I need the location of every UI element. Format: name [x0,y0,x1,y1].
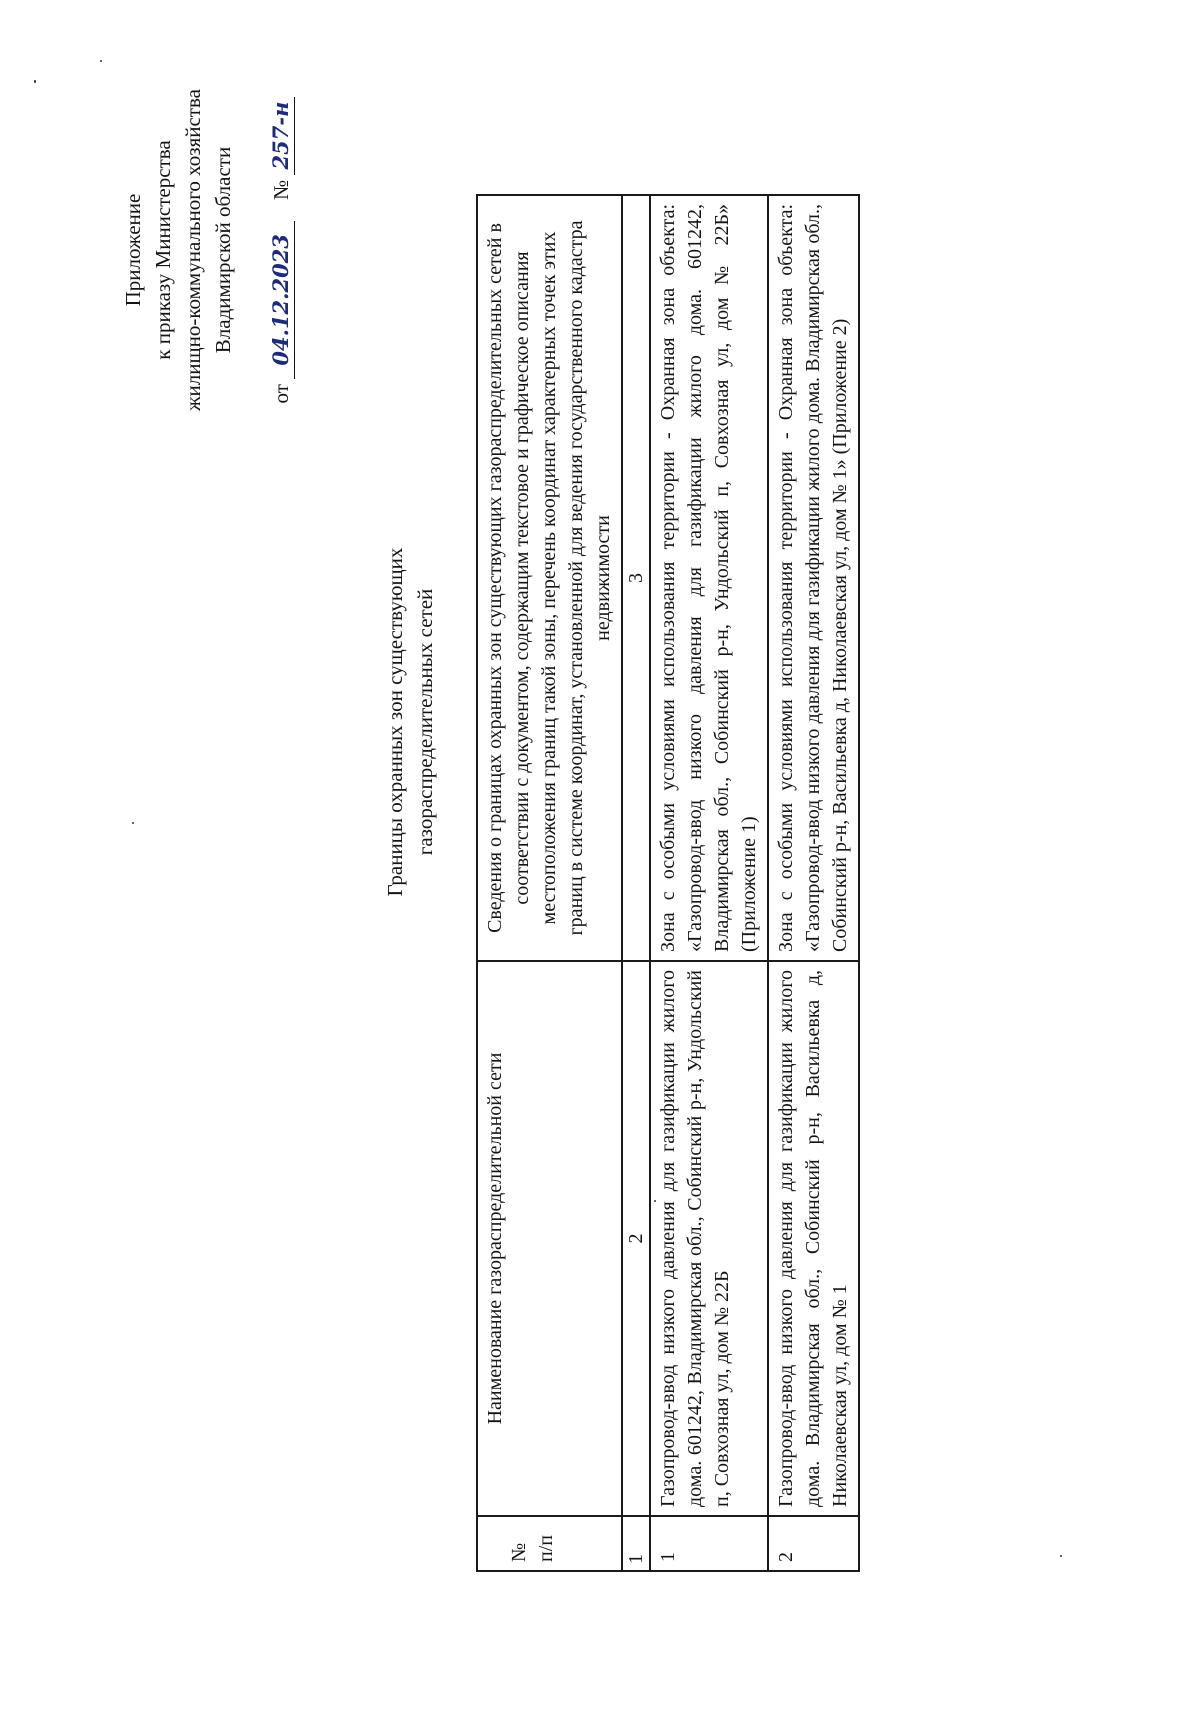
network-name-cell: Газопровод-ввод низкого давления для газификации жилого дома. Владимирская обл., Собинский р-н, Васильевка д, Николаевская ул, дом № 1 [768,961,859,1516]
network-name-cell: Газопровод-ввод низкого давления для газификации жилого дома. 601242, Владимирская обл., Собинский р-н, Ундольский п, Совхозная ул, дом № 22Б [650,961,768,1516]
handwritten-order-number: 257-н [268,97,295,175]
table-row [768,195,859,1571]
table-row [650,195,768,1571]
scan-speck [34,80,36,83]
column-number-2: 2 [622,961,650,1516]
title-line-2: газораспределительных сетей [413,588,437,856]
header-network-name: Наименование газораспределительной сети [477,961,622,1516]
number-prefix: № [269,179,293,200]
appendix-header [118,50,296,450]
zones-table [476,194,860,1572]
order-date-number-line [266,50,296,450]
scan-speck [1060,1555,1062,1557]
column-number-row [622,195,650,1571]
table-header-row [477,195,622,1571]
scan-speck [100,60,102,62]
zone-info-cell: Зона с особыми условиями использования территории - Охранная зона объекта: «Газопровод-ввод низкого давления для газификации жилого дома. Владимирская обл., Собинский р-н, Васильевка д, Николаевская ул, дом № 1» (Приложение 2) [768,195,859,961]
header-number: № п/п [477,1516,622,1571]
appendix-ministry: жилищно-коммунального хозяйства [181,89,205,411]
scan-speck [654,1200,656,1202]
handwritten-date: 04.12.2023 [268,221,295,379]
document-title [380,272,440,1172]
title-line-1: Границы охранных зон существующих [383,547,407,897]
date-prefix: от [269,384,293,404]
row-number: 2 [768,1516,859,1571]
appendix-region: Владимирской области [211,146,235,354]
scan-speck [132,822,134,824]
zone-info-cell: Зона с особыми условиями использования территории - Охранная зона объекта: «Газопровод-ввод низкого давления для газификации жилого дома. 601242, Владимирская обл., Собинский р-н, Ундольский п, Совхозная ул, дом № 22Б» (Приложение 1) [650,195,768,961]
column-number-3: 3 [622,195,650,961]
column-number-1: 1 [622,1516,650,1571]
appendix-title: Приложение [121,193,145,307]
header-zone-info: Сведения о границах охранных зон существующих газораспределительных сетей в соответствии с документом, содержащим текстовое и графическое описания местоположения границ такой зоны, перечень координат характерных точек этих границ в системе координат, установленной для ведения государственного кадастра недвижимости [477,195,622,961]
row-number: 1 [650,1516,768,1571]
appendix-order-ref: к приказу Министерства [151,140,175,360]
